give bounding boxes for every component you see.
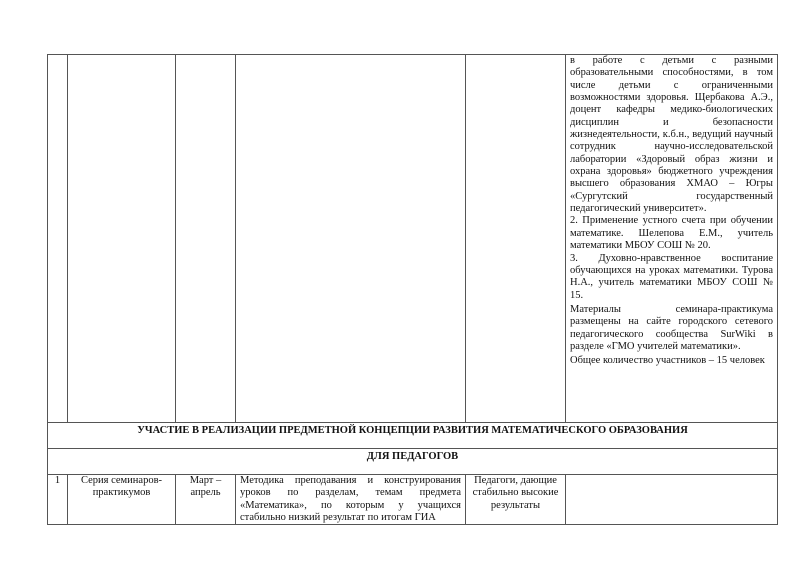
results-text-speakers: в работе с детьми с разными образовательными способностями, в том числе детьми с ограниченными возможностями здоровья. Щербакова А.Э., доцент кафедры медико-биологических дисциплин и безопасности жизнедеятельности, к.б.н., ведущий научный сотрудник научно-исследовательской лаборатории «Здоровый образ жизни и охрана здоровья» бюджетного учреждения высшего образования ХМАО – Югры «Сургутский государственный педагогический университет».: [570, 55, 773, 215]
cell-results-continuation: [566, 55, 778, 423]
results-item-3: 3. Духовно-нравственное воспитание обучающихся на уроках математики. Турова Н.А., учитель математики МБОУ СОШ № 15.: [570, 252, 773, 301]
cell-topic-empty: [236, 55, 466, 423]
section-header-row: [48, 423, 778, 449]
cell-audience-empty: [466, 55, 566, 423]
results-participants: Общее количество участников – 15 человек: [570, 355, 765, 367]
events-table: [47, 54, 778, 525]
results-materials: Материалы семинара-практикума размещены на сайте городского сетевого педагогического сообщества SurWiki в разделе «ГМО учителей математики».: [570, 303, 773, 352]
table-row-continuation: [48, 55, 778, 423]
cell-dates-empty: [176, 55, 236, 423]
results-item-2: 2. Применение устного счета при обучении математике. Шелепова Е.М., учитель математики МБОУ СОШ № 20.: [570, 215, 773, 252]
table-row: [48, 475, 778, 525]
cell-form: Серия семинаров-практикумов: [68, 475, 176, 525]
cell-dates: Март – апрель: [176, 475, 236, 525]
subsection-header: ДЛЯ ПЕДАГОГОВ: [48, 449, 778, 475]
cell-topic: Методика преподавания и конструирования уроков по разделам, темам предмета «Математика», по которым у учащихся стабильно низкий результат по итогам ГИА: [236, 475, 466, 525]
subsection-header-row: [48, 449, 778, 475]
cell-num-empty: [48, 55, 68, 423]
cell-num: 1: [48, 475, 68, 525]
cell-audience: Педагоги, дающие стабильно высокие результаты: [466, 475, 566, 525]
section-header: УЧАСТИЕ В РЕАЛИЗАЦИИ ПРЕДМЕТНОЙ КОНЦЕПЦИИ РАЗВИТИЯ МАТЕМАТИЧЕСКОГО ОБРАЗОВАНИЯ: [48, 423, 778, 449]
cell-result: [566, 475, 778, 525]
cell-form-empty: [68, 55, 176, 423]
